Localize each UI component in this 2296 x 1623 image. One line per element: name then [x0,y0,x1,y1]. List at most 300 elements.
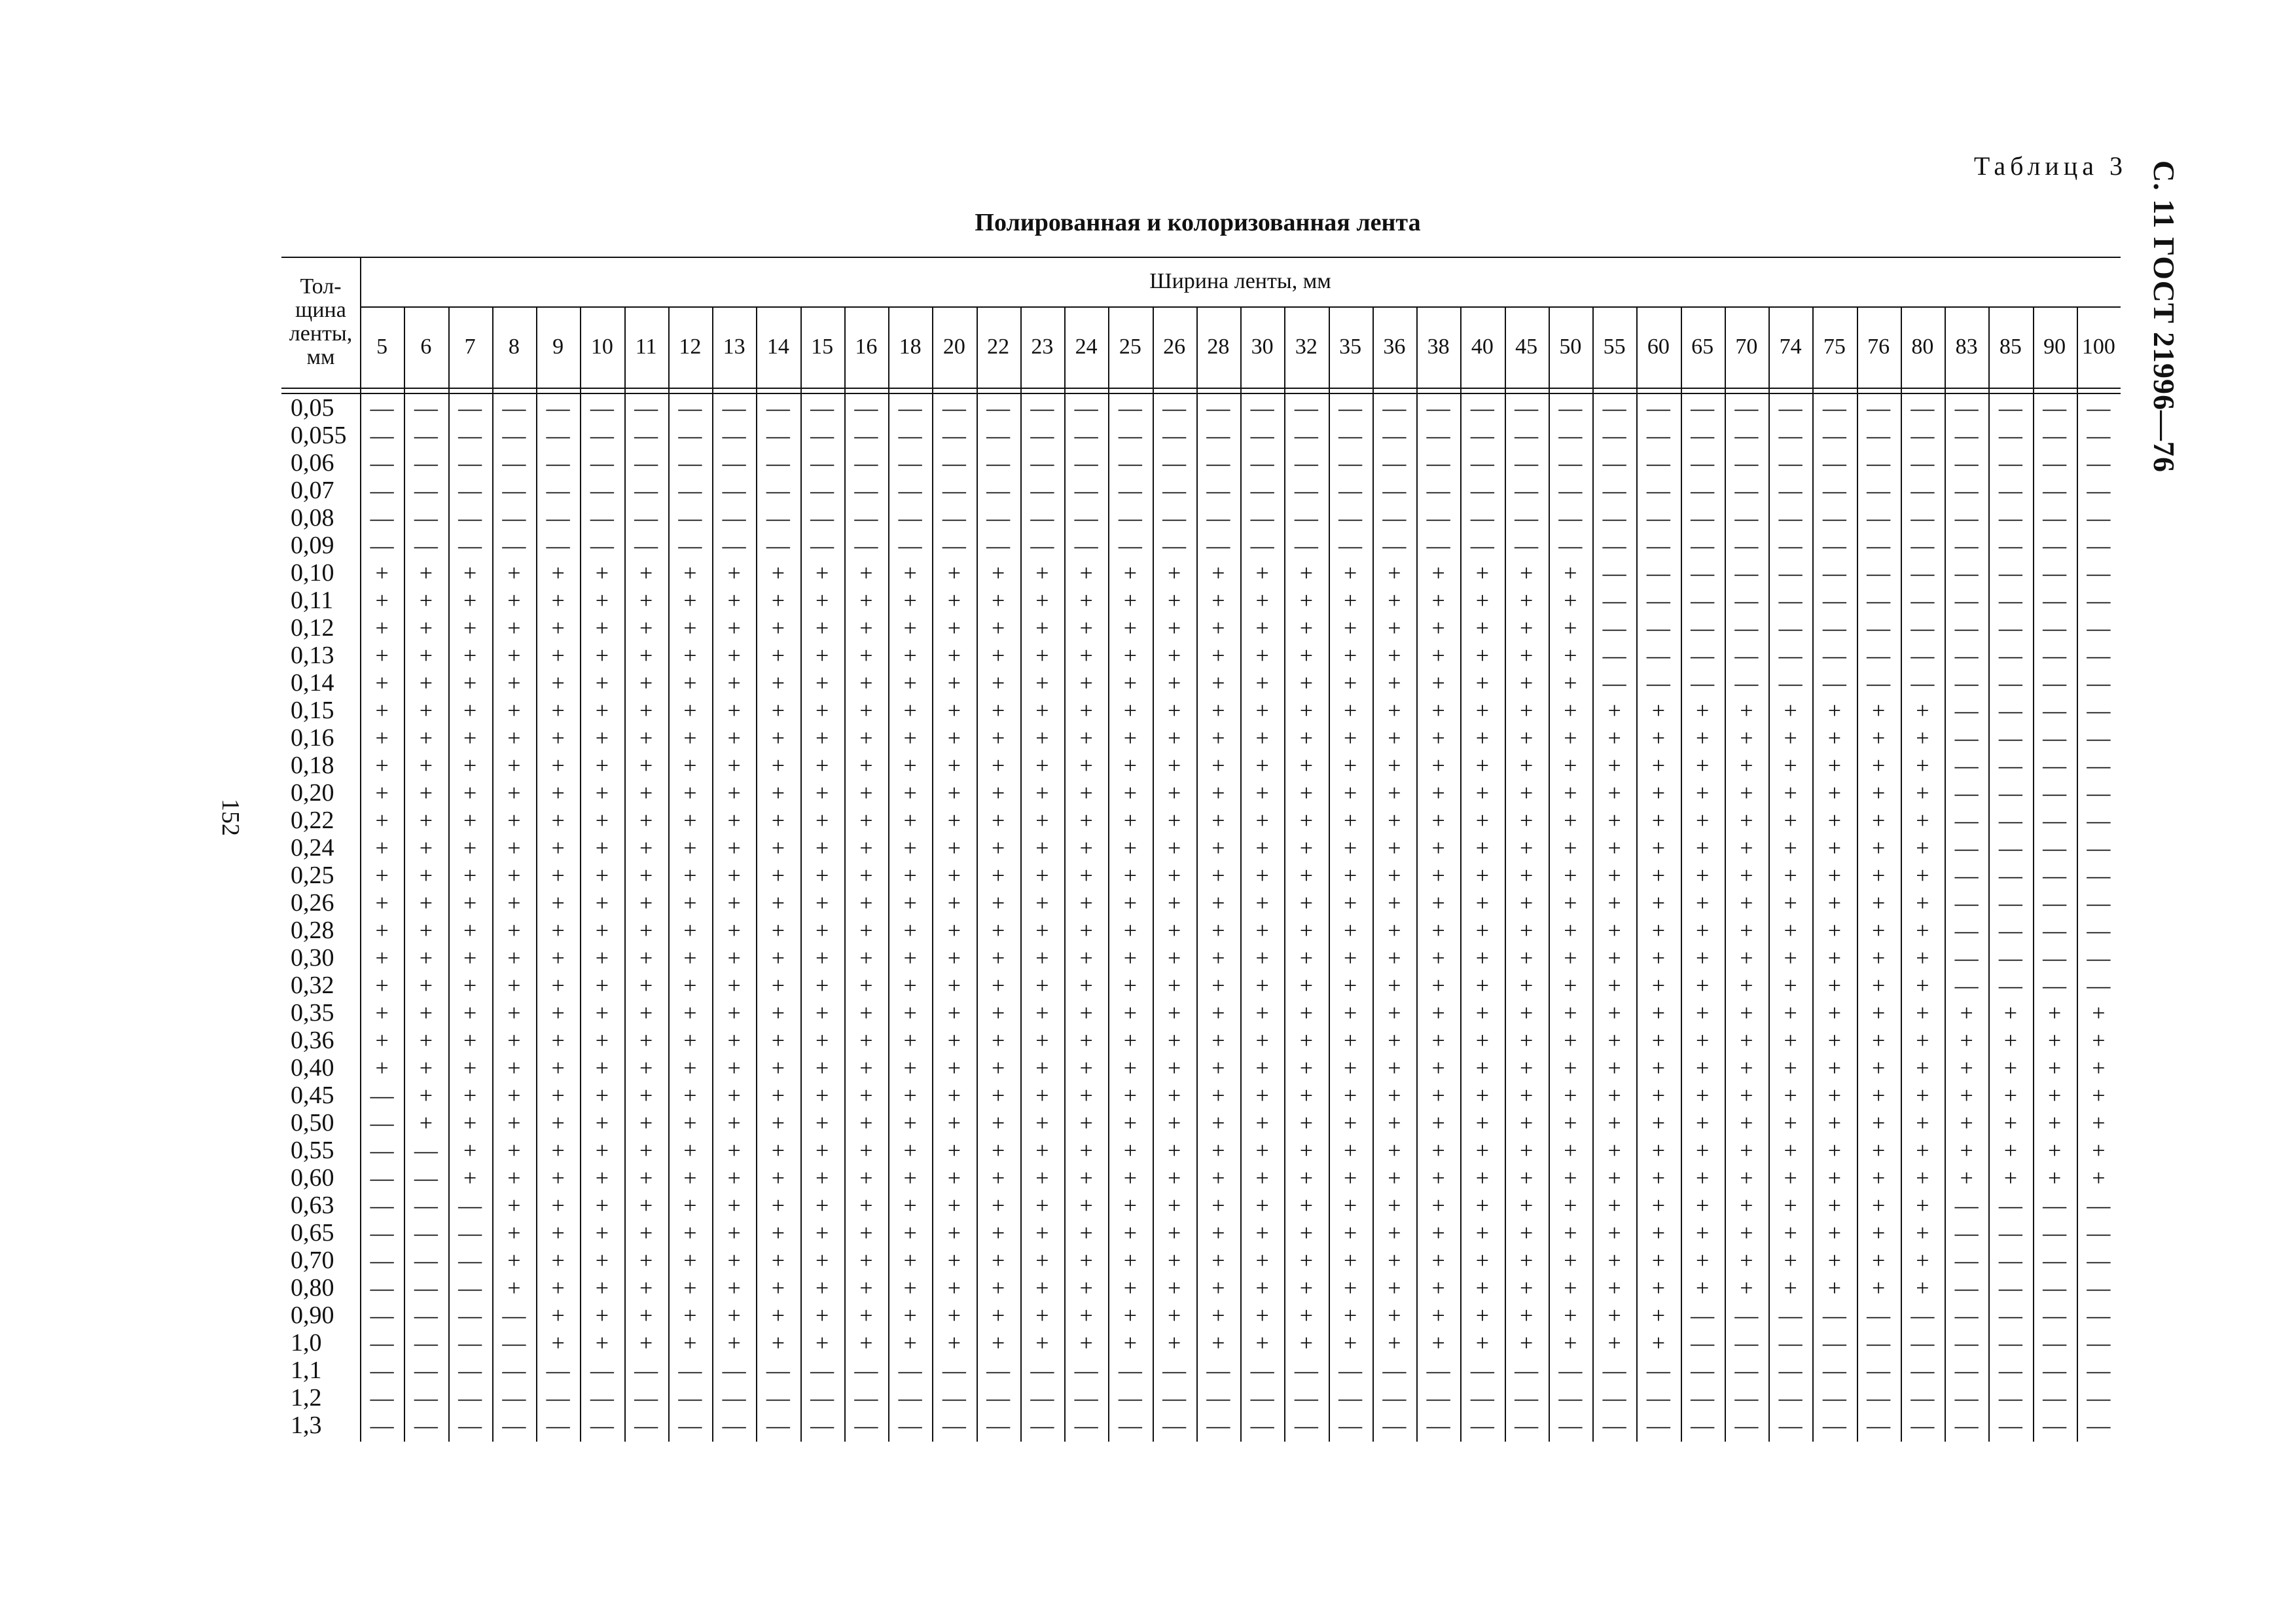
available-mark: + [815,1000,829,1026]
available-mark: + [1475,917,1490,943]
available-mark: + [639,972,653,998]
available-mark: + [595,1055,609,1081]
available-mark: + [419,780,433,806]
available-mark: + [771,587,785,613]
unavailable-mark: — [414,1247,438,1273]
available-mark: + [727,890,741,916]
thickness-row-label: 0,055 [291,422,347,449]
available-mark: + [2092,1110,2106,1136]
available-mark: + [551,587,565,613]
available-mark: + [1079,615,1093,641]
thickness-row-label: 0,45 [291,1082,334,1109]
unavailable-mark: — [1162,505,1187,531]
available-mark: + [1255,972,1269,998]
available-mark: + [639,560,653,586]
unavailable-mark: — [1030,1412,1054,1438]
available-mark: + [595,752,609,778]
available-mark: + [1695,1165,1710,1191]
unavailable-mark: — [1426,532,1450,558]
available-mark: + [1871,1192,1886,1218]
available-mark: + [1651,1027,1666,1053]
available-mark: + [1784,1055,1797,1081]
available-mark: + [1035,1247,1049,1273]
width-column-header: 100 [2081,335,2115,359]
available-mark: + [639,945,653,971]
unavailable-mark: — [1515,1357,1539,1383]
available-mark: + [1211,780,1225,806]
unavailable-mark: — [370,1275,394,1301]
available-mark: + [463,670,477,696]
unavailable-mark: — [1954,1247,1979,1273]
available-mark: + [1299,972,1314,998]
available-mark: + [551,670,565,696]
unavailable-mark: — [722,1385,746,1411]
available-mark: + [947,1275,961,1301]
available-mark: + [1564,670,1577,696]
available-mark: + [1167,972,1181,998]
unavailable-mark: — [1691,1385,1715,1411]
available-mark: + [375,670,389,696]
available-mark: + [1960,1082,1973,1108]
unavailable-mark: — [1998,587,2022,613]
unavailable-mark: — [1867,670,1891,696]
unavailable-mark: — [370,450,394,476]
unavailable-mark: — [1954,1412,1979,1438]
available-mark: + [683,1247,697,1273]
available-mark: + [1871,945,1886,971]
unavailable-mark: — [1162,450,1187,476]
available-mark: + [1388,1275,1401,1301]
unavailable-mark: — [1778,1302,1803,1328]
available-mark: + [1916,1082,1929,1108]
available-mark: + [639,1110,653,1136]
available-mark: + [1255,752,1269,778]
available-mark: + [2003,1082,2018,1108]
available-mark: + [771,1275,785,1301]
available-mark: + [1167,670,1181,696]
unavailable-mark: — [1646,1357,1670,1383]
available-mark: + [1431,1110,1445,1136]
available-mark: + [1123,862,1138,888]
unavailable-mark: — [2043,532,2067,558]
available-mark: + [1299,615,1314,641]
available-mark: + [1475,1055,1490,1081]
available-mark: + [1475,1110,1490,1136]
available-mark: + [859,917,873,943]
unavailable-mark: — [678,477,702,503]
available-mark: + [1388,945,1401,971]
unavailable-mark: — [1426,395,1450,421]
unavailable-mark: — [1910,1385,1935,1411]
available-mark: + [903,1082,917,1108]
available-mark: + [859,697,873,723]
available-mark: + [639,1082,653,1108]
available-mark: + [639,1027,653,1053]
available-mark: + [1784,1027,1797,1053]
available-mark: + [1651,862,1666,888]
unavailable-mark: — [898,395,922,421]
unavailable-mark: — [1515,422,1539,448]
unavailable-mark: — [2043,835,2067,861]
thickness-row-label: 0,28 [291,917,334,944]
available-mark: + [1079,1110,1093,1136]
unavailable-mark: — [1954,587,1979,613]
available-mark: + [1651,1275,1666,1301]
available-mark: + [1564,615,1577,641]
available-mark: + [1211,752,1225,778]
available-mark: + [551,1302,565,1328]
unavailable-mark: — [1867,450,1891,476]
available-mark: + [903,780,917,806]
available-mark: + [1035,1055,1049,1081]
unavailable-mark: — [370,1357,394,1383]
available-mark: + [1916,1027,1929,1053]
unavailable-mark: — [1382,450,1407,476]
unavailable-mark: — [1030,422,1054,448]
unavailable-mark: — [1954,807,1979,833]
unavailable-mark: — [2087,505,2111,531]
unavailable-mark: — [1691,477,1715,503]
available-mark: + [2092,1082,2106,1108]
unavailable-mark: — [502,450,526,476]
available-mark: + [595,1082,609,1108]
width-column-header: 22 [987,335,1010,359]
thickness-row-label: 0,60 [291,1164,334,1192]
available-mark: + [1916,697,1929,723]
thickness-row-label: 0,63 [291,1192,334,1219]
available-mark: + [947,615,961,641]
available-mark: + [1871,890,1886,916]
available-mark: + [1035,560,1049,586]
available-mark: + [1607,1000,1621,1026]
available-mark: + [859,1302,873,1328]
available-mark: + [1607,1055,1621,1081]
available-mark: + [1740,1165,1753,1191]
tape-availability-table [281,257,2121,1447]
unavailable-mark: — [1910,477,1935,503]
available-mark: + [683,1000,697,1026]
available-mark: + [1519,1165,1534,1191]
available-mark: + [1651,1330,1666,1356]
unavailable-mark: — [502,505,526,531]
available-mark: + [595,1110,609,1136]
available-mark: + [1607,725,1621,751]
unavailable-mark: — [458,532,482,558]
unavailable-mark: — [1646,587,1670,613]
available-mark: + [1255,945,1269,971]
available-mark: + [1343,1055,1357,1081]
available-mark: + [2047,1110,2062,1136]
available-mark: + [1695,862,1710,888]
unavailable-mark: — [2043,890,2067,916]
available-mark: + [683,1275,697,1301]
available-mark: + [1431,725,1445,751]
available-mark: + [1255,1055,1269,1081]
available-mark: + [1916,780,1929,806]
width-column-header: 36 [1383,335,1406,359]
unavailable-mark: — [1382,532,1407,558]
available-mark: + [903,972,917,998]
available-mark: + [1827,780,1842,806]
available-mark: + [2092,1137,2106,1163]
available-mark: + [419,1055,433,1081]
available-mark: + [1695,890,1710,916]
available-mark: + [1167,752,1181,778]
available-mark: + [1784,725,1797,751]
unavailable-mark: — [1250,532,1274,558]
thickness-row-label: 0,30 [291,944,334,972]
available-mark: + [1211,1302,1225,1328]
unavailable-mark: — [1250,1357,1274,1383]
available-mark: + [1343,1192,1357,1218]
available-mark: + [639,1192,653,1218]
available-mark: + [859,1275,873,1301]
available-mark: + [1123,780,1138,806]
unavailable-mark: — [1118,422,1142,448]
available-mark: + [375,725,389,751]
available-mark: + [1035,642,1049,668]
available-mark: + [1916,1165,1929,1191]
available-mark: + [1827,807,1842,833]
available-mark: + [1343,1082,1357,1108]
available-mark: + [639,862,653,888]
available-mark: + [595,1137,609,1163]
available-mark: + [1475,1275,1490,1301]
available-mark: + [683,1192,697,1218]
available-mark: + [815,1137,829,1163]
width-column-header: 60 [1647,335,1670,359]
available-mark: + [1784,1165,1797,1191]
unavailable-mark: — [414,395,438,421]
unavailable-mark: — [678,1357,702,1383]
available-mark: + [1651,780,1666,806]
thickness-row-label: 0,09 [291,532,334,559]
available-mark: + [1916,945,1929,971]
available-mark: + [375,752,389,778]
unavailable-mark: — [1910,532,1935,558]
unavailable-mark: — [2043,450,2067,476]
unavailable-mark: — [854,1357,878,1383]
unavailable-mark: — [1382,422,1407,448]
available-mark: + [947,780,961,806]
available-mark: + [683,560,697,586]
available-mark: + [1299,1082,1314,1108]
available-mark: + [419,862,433,888]
unavailable-mark: — [370,477,394,503]
available-mark: + [1519,1137,1534,1163]
unavailable-mark: — [1558,1385,1583,1411]
available-mark: + [1519,670,1534,696]
available-mark: + [1784,972,1797,998]
unavailable-mark: — [2043,1275,2067,1301]
available-mark: + [1388,697,1401,723]
unavailable-mark: — [1162,395,1187,421]
available-mark: + [419,642,433,668]
available-mark: + [375,642,389,668]
unavailable-mark: — [1338,505,1363,531]
unavailable-mark: — [1954,642,1979,668]
available-mark: + [1343,587,1357,613]
unavailable-mark: — [1867,1302,1891,1328]
available-mark: + [1916,862,1929,888]
available-mark: + [551,1247,565,1273]
available-mark: + [463,642,477,668]
unavailable-mark: — [810,422,834,448]
available-mark: + [1607,752,1621,778]
available-mark: + [683,1330,697,1356]
available-mark: + [771,1137,785,1163]
available-mark: + [595,972,609,998]
available-mark: + [1123,1110,1138,1136]
available-mark: + [375,807,389,833]
available-mark: + [1564,725,1577,751]
unavailable-mark: — [1998,780,2022,806]
unavailable-mark: — [2043,1247,2067,1273]
unavailable-mark: — [2043,560,2067,586]
available-mark: + [683,1220,697,1246]
available-mark: + [1740,835,1753,861]
unavailable-mark: — [1734,670,1759,696]
available-mark: + [1299,945,1314,971]
unavailable-mark: — [1646,670,1670,696]
available-mark: + [1343,1000,1357,1026]
available-mark: + [1475,642,1490,668]
unavailable-mark: — [1910,1302,1935,1328]
available-mark: + [947,725,961,751]
available-mark: + [947,1302,961,1328]
available-mark: + [1388,615,1401,641]
available-mark: + [683,807,697,833]
available-mark: + [815,697,829,723]
available-mark: + [771,1082,785,1108]
unavailable-mark: — [986,1385,1011,1411]
unavailable-mark: — [590,1412,614,1438]
available-mark: + [947,1247,961,1273]
available-mark: + [1388,835,1401,861]
available-mark: + [1827,697,1842,723]
available-mark: + [903,1027,917,1053]
unavailable-mark: — [1250,505,1274,531]
available-mark: + [1431,780,1445,806]
available-mark: + [727,1302,741,1328]
available-mark: + [1343,1247,1357,1273]
available-mark: + [991,752,1005,778]
available-mark: + [815,917,829,943]
unavailable-mark: — [1778,477,1803,503]
available-mark: + [1784,1192,1797,1218]
width-column-header: 76 [1867,335,1890,359]
unavailable-mark: — [1778,615,1803,641]
available-mark: + [1695,945,1710,971]
available-mark: + [507,1165,521,1191]
available-mark: + [375,560,389,586]
available-mark: + [2092,1055,2106,1081]
unavailable-mark: — [2043,395,2067,421]
available-mark: + [639,752,653,778]
available-mark: + [595,642,609,668]
available-mark: + [1123,697,1138,723]
unavailable-mark: — [1998,560,2022,586]
unavailable-mark: — [1734,1302,1759,1328]
unavailable-mark: — [2087,1357,2111,1383]
available-mark: + [507,835,521,861]
available-mark: + [947,862,961,888]
available-mark: + [595,1330,609,1356]
available-mark: + [1871,862,1886,888]
available-mark: + [1388,1220,1401,1246]
available-mark: + [595,807,609,833]
available-mark: + [1784,945,1797,971]
unavailable-mark: — [502,532,526,558]
unavailable-mark: — [1734,450,1759,476]
width-column-header: 50 [1559,335,1582,359]
unavailable-mark: — [546,395,570,421]
available-mark: + [1651,945,1666,971]
available-mark: + [903,1220,917,1246]
available-mark: + [1651,725,1666,751]
available-mark: + [1475,807,1490,833]
unavailable-mark: — [1118,532,1142,558]
available-mark: + [1651,1220,1666,1246]
available-mark: + [639,670,653,696]
unavailable-mark: — [2087,395,2111,421]
unavailable-mark: — [2043,477,2067,503]
available-mark: + [1079,1165,1093,1191]
available-mark: + [859,1137,873,1163]
available-mark: + [1079,1000,1093,1026]
unavailable-mark: — [1558,1357,1583,1383]
unavailable-mark: — [1691,1330,1715,1356]
available-mark: + [903,642,917,668]
unavailable-mark: — [1250,1385,1274,1411]
unavailable-mark: — [1954,505,1979,531]
available-mark: + [1123,1137,1138,1163]
unavailable-mark: — [986,422,1011,448]
available-mark: + [771,1110,785,1136]
available-mark: + [1475,560,1490,586]
available-mark: + [1519,1082,1534,1108]
available-mark: + [1695,1220,1710,1246]
available-mark: + [1079,560,1093,586]
unavailable-mark: — [2043,670,2067,696]
unavailable-mark: — [1558,450,1583,476]
available-mark: + [1740,1192,1753,1218]
thickness-row-label: 1,3 [291,1412,322,1439]
available-mark: + [1564,642,1577,668]
unavailable-mark: — [1294,395,1318,421]
available-mark: + [1388,1110,1401,1136]
available-mark: + [1343,917,1357,943]
available-mark: + [463,615,477,641]
available-mark: + [1255,890,1269,916]
available-mark: + [463,587,477,613]
unavailable-mark: — [1206,422,1230,448]
available-mark: + [1607,1137,1621,1163]
available-mark: + [815,1055,829,1081]
width-column-header: 35 [1339,335,1362,359]
available-mark: + [727,1000,741,1026]
available-mark: + [991,1000,1005,1026]
unavailable-mark: — [370,1192,394,1218]
unavailable-mark: — [1250,1412,1274,1438]
available-mark: + [1695,917,1710,943]
available-mark: + [1035,1220,1049,1246]
unavailable-mark: — [502,1357,526,1383]
available-mark: + [1299,725,1314,751]
available-mark: + [1255,780,1269,806]
available-mark: + [1388,752,1401,778]
unavailable-mark: — [458,422,482,448]
